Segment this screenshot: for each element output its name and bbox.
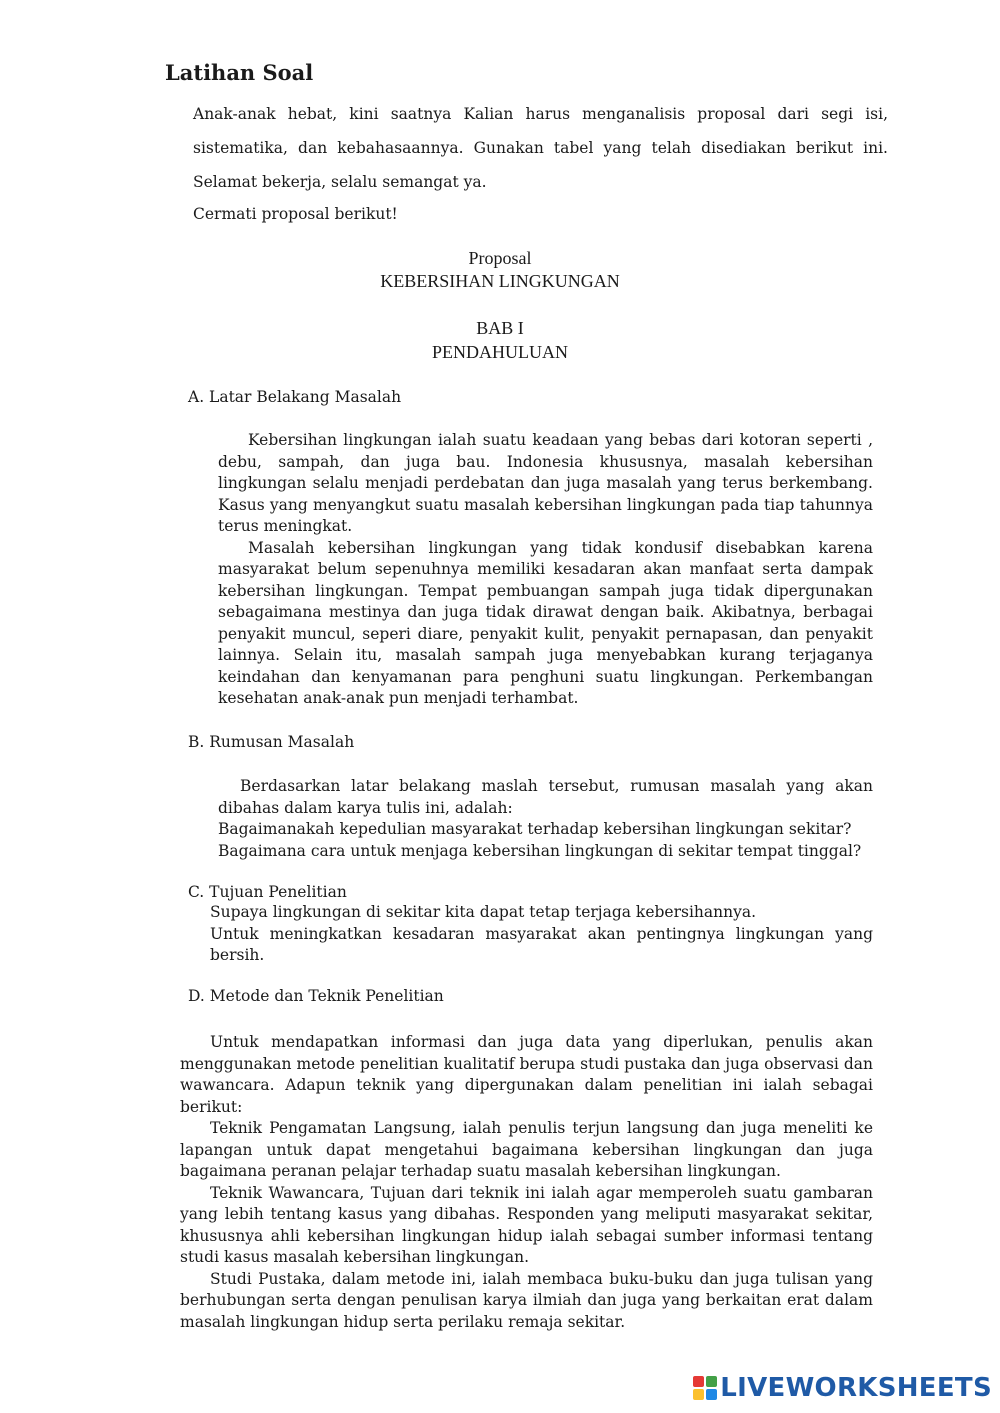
section-c-goal-1: Supaya lingkungan di sekitar kita dapat tetap terjaga kebersihannya. [210,903,757,921]
section-d-heading: D. Metode dan Teknik Penelitian [188,987,444,1005]
section-d-paragraph-3: Teknik Wawancara, Tujuan dari teknik ini ialah agar memperoleh suatu gambaran yang lebih tentang kasus yang dibahas. Responden yang meliputi masyarakat sekitar, khususnya ahli kebersihan lingkungan hidup ialah sebagai sumber informasi tentang studi kasus masalah kebersihan lingkungan. [180,1183,873,1266]
proposal-title: KEBERSIHAN LINGKUNGAN [380,271,620,291]
section-c-body [210,902,873,967]
section-d-paragraph-1: Untuk mendapatkan informasi dan juga data yang diperlukan, penulis akan menggunakan metode penelitian kualitatif berupa studi pustaka dan juga observasi dan wawancara. Adapun teknik yang dipergunakan dalam penelitian ini ialah sebagai berikut: [180,1033,873,1116]
intro-line-4: Cermati proposal berikut! [193,205,398,223]
section-a-paragraph-1: Kebersihan lingkungan ialah suatu keadaan yang bebas dari kotoran seperti , debu, sampah, dan juga bau. Indonesia khususnya, masalah kebersihan lingkungan selalu menjadi perdebatan dan juga masalah yang terus berkembang. Kasus yang menyangkut suatu masalah kebersihan lingkungan pada tiap tahunnya terus meningkat. [218,431,873,535]
intro-line-2: sistematika, dan kebahasaannya. Gunakan tabel yang telah disediakan berikut ini. [193,139,888,157]
intro-line-3: Selamat bekerja, selalu semangat ya. [193,173,487,191]
section-a-heading: A. Latar Belakang Masalah [188,388,402,406]
section-b-question-1: Bagaimanakah kepedulian masyarakat terhadap kebersihan lingkungan sekitar? [218,820,852,838]
intro-line-1: Anak-anak hebat, kini saatnya Kalian harus menganalisis proposal dari segi isi, [193,105,888,123]
chapter-title: PENDAHULUAN [432,342,568,362]
page-title: Latihan Soal [165,60,314,85]
section-d-paragraph-4: Studi Pustaka, dalam metode ini, ialah membaca buku-buku dan juga tulisan yang berhubungan serta dengan penulisan karya ilmiah dan juga yang berkaitan erat dalam masalah lingkungan hidup serta perilaku remaja sekitar. [180,1269,873,1331]
liveworksheets-logo-icon [693,1376,717,1400]
section-b-paragraph: Berdasarkan latar belakang maslah tersebut, rumusan masalah yang akan dibahas dalam karya tulis ini, adalah: [218,777,873,817]
section-b-question-2: Bagaimana cara untuk menjaga kebersihan lingkungan di sekitar tempat tinggal? [218,841,862,860]
section-d-body [180,1032,873,1333]
section-d-paragraph-2: Teknik Pengamatan Langsung, ialah penulis terjun langsung dan juga meneliti ke lapangan untuk dapat mengetahui bagaimana kebersihan lingkungan dan juga bagaimana peranan pelajar terhadap suatu masalah kebersihan lingkungan. [180,1119,873,1180]
section-a-paragraph-2: Masalah kebersihan lingkungan yang tidak kondusif disebabkan karena masyarakat belum sepenuhnya memiliki kesadaran akan manfaat serta dampak kebersihan lingkungan. Tempat pembuangan sampah juga tidak dipergunakan sebagaimana mestinya dan juga tidak dirawat dengan baik. Akibatnya, berbagai penyakit muncul, seperi diare, penyakit kulit, penyakit pernapasan, dan penyakit lainnya. Selain itu, masalah sampah juga menyebabkan kurang terjaganya keindahan dan kenyamanan para penghuni suatu lingkungan. Perkembangan kesehatan anak-anak pun menjadi terhambat. [218,538,873,707]
liveworksheets-logo[interactable] [693,1373,992,1403]
proposal-label: Proposal [468,248,532,268]
chapter-number: BAB I [476,318,524,338]
section-c-goal-2: Untuk meningkatkan kesadaran masyarakat akan pentingnya lingkungan yang bersih. [210,924,873,964]
section-b-body [218,776,873,862]
section-a-body [218,430,873,710]
liveworksheets-logo-text: LIVEWORKSHEETS [720,1373,992,1403]
section-c-heading: C. Tujuan Penelitian [188,883,347,901]
section-b-heading: B. Rumusan Masalah [188,733,355,751]
